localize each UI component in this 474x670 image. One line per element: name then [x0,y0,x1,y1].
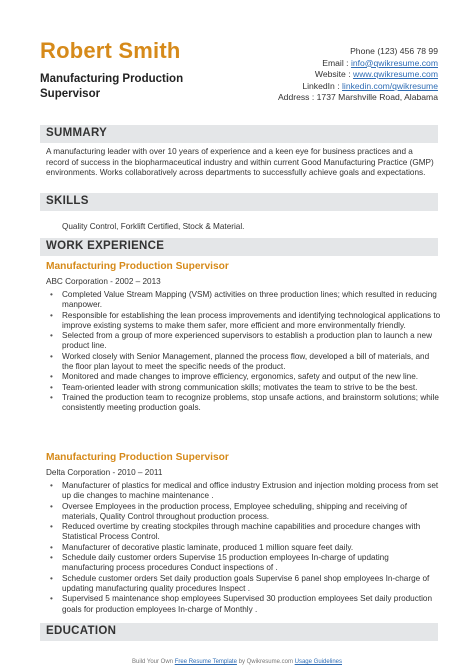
section-title: EDUCATION [46,625,117,637]
summary-section-header [40,125,438,143]
contact-value: 1737 Marshville Road, Alabama [316,92,438,103]
list-item: • Oversee Employees in the production process, Employee scheduling, shipping and receiving of materials, Quality Control throughout production process. [46,502,442,523]
list-item: • Responsible for establishing the lean process improvements and identifying technological applications to improve existing systems to make them safer, more efficient and more environmentally friendly. [46,311,442,332]
summary-text: A manufacturing leader with over 10 years of experience and a keen eye for business practices and a record of success in the biopharmaceutical industry and within current Good Manufacturing Practice (GMP) environments. Works collaboratively across departments to successfully achieve goals and expectations. [46,147,434,178]
skills-text: Quality Control, Forklift Certified, Stock & Material. [62,222,245,231]
contact-label: Email [322,57,344,68]
section-title: SUMMARY [46,127,108,139]
work-experience-section-header [40,238,438,256]
email-link[interactable]: info@qwikresume.com [350,57,438,68]
job-title-2: Manufacturing Production Supervisor [46,452,229,463]
candidate-name: Robert Smith [40,38,181,63]
section-title: SKILLS [46,195,89,207]
list-item: • Schedule customer orders Set daily production goals Supervise 6 panel shop employees In-charge of updating manufacturing quality procedures Inspect . [46,574,442,595]
contact-website: Website : www.qwikresume.com [314,69,438,80]
contact-label: Phone [350,46,375,56]
list-item: • Completed Value Stream Mapping (VSM) activities on three production lines; which resulted in reducing manpower. [46,290,442,311]
contact-label: Address [277,92,310,103]
list-item: • Monitored and made changes to improve efficiency, ergonomics, safety and output of the new line. [46,372,442,382]
contact-address: Address : 1737 Marshville Road, Alabama [277,92,438,103]
education-section-header [40,623,438,641]
resume-header [0,0,474,116]
job-bullets-1 [46,290,442,414]
footer-prefix: Build Your Own [131,659,174,665]
contact-email: Email : info@qwikresume.com [322,57,438,68]
contact-label: LinkedIn [302,80,335,91]
list-item: • Trained the production team to recognize problems, stop unsafe actions, and brainstorm solutions; while consistently meeting production goals. [46,393,442,414]
list-item: • Team-oriented leader with strong communication skills; motivates the team to strive to be the best. [46,383,442,393]
candidate-job-title: Manufacturing Production Supervisor [40,73,184,100]
job-company-2: Delta Corporation - 2010 – 2011 [46,468,163,477]
contact-label: Website [314,69,346,80]
list-item: • Selected from a group of more experienced supervisors to establish a production plan to launch a new product line. [46,331,442,352]
list-item: • Supervised 5 maintenance shop employees Supervised 30 production employees Set daily production goals for production employees In-charge of Monthly . [46,594,442,615]
usage-guidelines-link[interactable]: Usage Guidelines [294,659,343,665]
skills-section-header [40,193,438,211]
footer [0,659,474,665]
linkedin-link[interactable]: linkedin.com/qwikresume [342,80,438,91]
footer-middle: by Qwikresume.com [238,659,293,665]
list-item: • Manufacturer of plastics for medical and office industry Extrusion and injection molding process from set up die changes to machine maintenance . [46,481,442,502]
list-item: • Reduced overtime by creating stockpiles through machine capabilities and procedure changes with Statistical Process Control. [46,522,442,543]
website-link[interactable]: www.qwikresume.com [352,69,438,80]
contact-value: (123) 456 78 99 [377,46,438,56]
free-resume-template-link[interactable]: Free Resume Template [174,659,237,665]
contact-linkedin: LinkedIn : linkedin.com/qwikresume [302,80,438,91]
contact-phone [198,46,438,58]
job-title-1: Manufacturing Production Supervisor [46,261,229,272]
list-item: • Manufacturer of decorative plastic laminate, produced 1 million square feet daily. [46,543,442,553]
contact-block [198,46,438,104]
list-item: • Schedule daily customer orders Supervise 15 production employees In-charge of updating manufacturing process procedures Conduct inspections of . [46,553,442,574]
job-bullets-2 [46,481,442,615]
job-company-1: ABC Corporation - 2002 – 2013 [46,277,161,286]
list-item: • Worked closely with Senior Management, planned the process flow, developed a bill of materials, and the floor plan layout to meet the specific needs of the product. [46,352,442,373]
section-title: WORK EXPERIENCE [46,240,165,252]
